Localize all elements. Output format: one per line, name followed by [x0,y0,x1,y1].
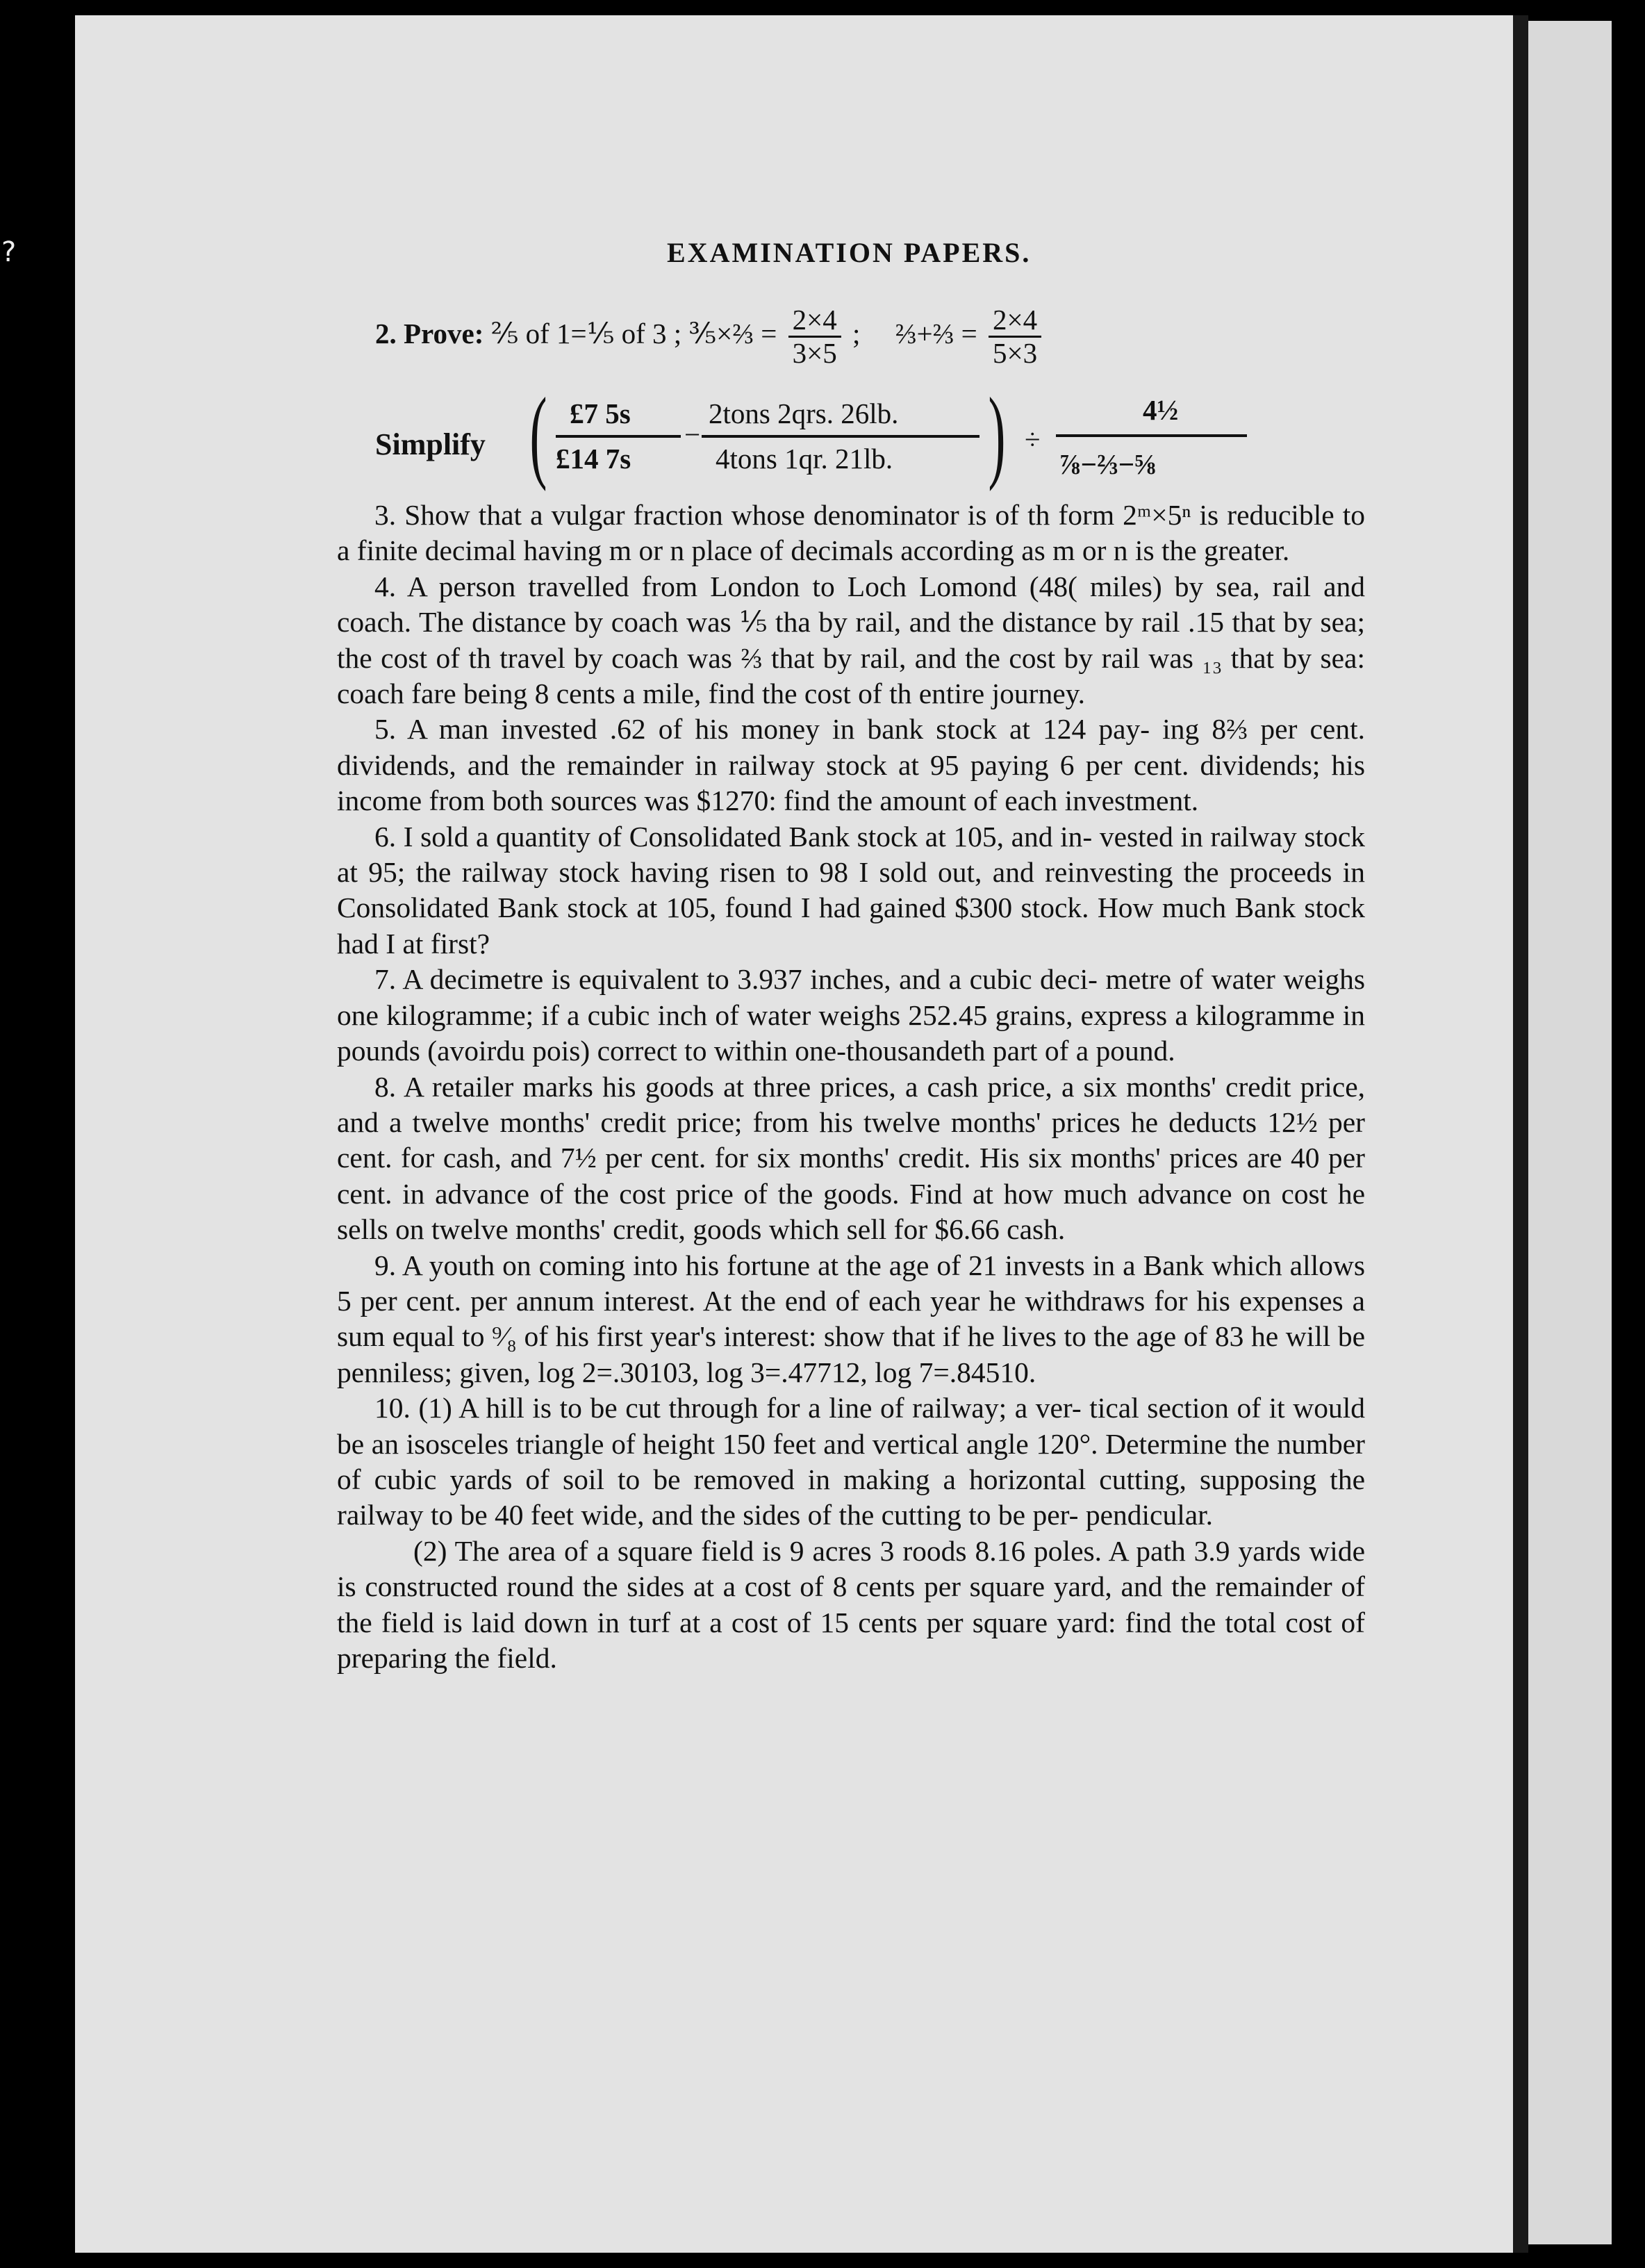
simplify-b-bar [702,435,979,438]
question-9: 9. A youth on coming into his fortune at the age of 21 invests in a Bank which allows 5 per cent. per annum interest. At the end of each year he withdraws for his expenses a sum equal to ⁹⁄₈ of his first year's interest: show that if he lives to the age of 83 he will be penniless; given, log 2=.30103, log 3=.47712, log 7=.84510. [337,1249,1365,1388]
question-4: 4. A person travelled from London to Loch Lomond (48( miles) by sea, rail and coach. The distance by coach was ⅕ tha by rail, and the distance by rail .15 that by sea; the cost of th travel by coach was ⅔ that by rail, and the cost by rail was ₁₃ that by sea: coach fare being 8 cents a mile, find the cost of th entire journey. [337,570,1365,710]
simplify-minus: − [684,418,701,450]
q2-frac1-denominator: 3×5 [792,337,837,369]
q2-fraction-1 [788,306,841,368]
margin-mark: ? [1,236,17,268]
q2-eq: = [761,317,777,350]
page-gutter [1513,15,1528,2253]
simplify-a-numerator: £7 5s [570,397,631,429]
simplify-divide: ÷ [1025,423,1041,455]
simplify-left-paren: ( [529,377,547,492]
question-2 [375,306,1045,368]
page-header: EXAMINATION PAPERS. [667,237,1032,268]
simplify-c-numerator: 4½ [1143,394,1179,426]
simplify-c-bar [1056,434,1247,437]
question-7: 7. A decimetre is equivalent to 3.937 inches, and a cubic deci- metre of water weighs one kilogramme; if a cubic inch of water weighs 252.45 grains, express a kilogramme in pounds (avoirdu pois) correct to within one-thousandeth part of a pound. [337,963,1365,1067]
q2-separator: ; [852,317,861,350]
question-5: 5. A man invested .62 of his money in bank stock at 124 pay- ing 8⅔ per cent. dividends, and the remainder in railway stock at 95 paying 6 per cent. dividends; his income from both sources was $1270: find the amount of each investment. [337,713,1365,817]
question-10-part-2: (2) The area of a square field is 9 acres 3 roods 8.16 poles. A path 3.9 yards wide is constructed round the sides at a cost of 8 cents per square yard, and the remainder of the field is laid down in turf at a cost of 15 cents per square yard: find the total cost of preparing the field. [337,1534,1365,1674]
q2-expr2: ⅗×⅔ [688,317,754,350]
question-6: 6. I sold a quantity of Consolidated Bank stock at 105, and in- vested in railway stock at 95; the railway stock having risen to 98 I sold out, and reinvesting the proceeds in Consolidated Bank stock at 105, found I had gained $300 stock. How much Bank stock had I at first? [337,820,1365,960]
q2-frac2-denominator: 5×3 [992,337,1038,369]
q2-fraction-2 [989,306,1041,368]
q2-eq-2: = [961,317,977,350]
simplify-label: Simplify [375,427,486,461]
question-list [337,498,1365,1676]
facing-page-edge [1528,21,1612,2244]
simplify-right-paren: ) [988,377,1006,492]
question-3: 3. Show that a vulgar fraction whose denominator is of th form 2ᵐ×5ⁿ is reducible to a finite decimal having m or n place of decimals according as m or n is the greater. [337,499,1365,567]
q2-frac2-numerator: 2×4 [989,306,1041,338]
simplify-b-denominator: 4tons 1qr. 21lb. [716,443,893,475]
q2-expr3: ⅔+⅔ [895,317,954,350]
question-8: 8. A retailer marks his goods at three prices, a cash price, a six months' credit price, and a twelve months' credit price; from his twelve months' prices he deducts 12½ per cent. for cash, and 7½ per cent. for six months' credit. His six months' prices are 40 per cent. in advance of the cost price of the goods. Find at how much advance on cost he sells on twelve months' credit, goods which sell for $6.66 cash. [337,1070,1365,1246]
simplify-c-denominator: ⅞−⅔−⅝ [1059,448,1156,480]
simplify-b-numerator: 2tons 2qrs. 26lb. [709,397,899,429]
question-10-part-1: 10. (1) A hill is to be cut through for a line of railway; a ver- tical section of it would be an isosceles triangle of height 150 feet and vertical angle 120°. Determine the number of cubic yards of soil to be removed in making a horizontal cutting, supposing the railway to be 40 feet wide, and the sides of the cutting to be per- pendicular. [337,1392,1365,1531]
q2-label: 2. Prove: [375,317,484,350]
simplify-a-bar [556,435,681,438]
q2-expr1: ⅖ of 1=⅕ of 3 ; [490,317,682,350]
simplify-a-denominator: £14 7s [556,443,631,475]
q2-frac1-numerator: 2×4 [788,306,841,338]
